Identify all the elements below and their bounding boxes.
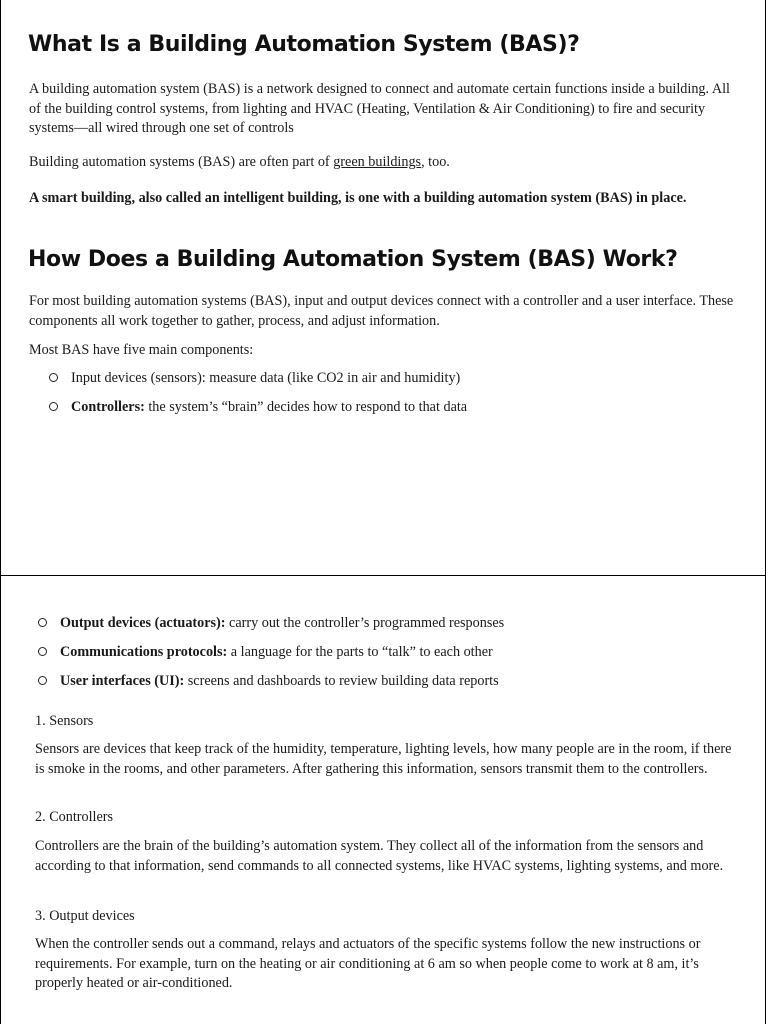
bullet-circle-icon	[49, 402, 58, 411]
list-item: Output devices (actuators): carry out the controller’s programmed responses	[60, 614, 504, 633]
heading-what-is-bas: What Is a Building Automation System (BAS)?	[28, 32, 580, 57]
green-buildings-paragraph: Building automation systems (BAS) are often part of green buildings, too.	[29, 154, 450, 170]
list-item: Input devices (sensors): measure data (like CO2 in air and humidity)	[71, 369, 460, 388]
section-body-sensors: Sensors are devices that keep track of the humidity, temperature, lighting levels, how many people are in the room, if there is smoke in the rooms, and other parameters. After gathering this information, sensors transmit them to the controllers.	[35, 741, 732, 777]
bullet-circle-icon	[38, 618, 47, 627]
section-body-controllers: Controllers are the brain of the building’s automation system. They collect all of the information from the sensors and according to that information, send commands to all connected systems, like HVAC systems, lighting systems, and more.	[35, 838, 724, 874]
smart-building-paragraph: A smart building, also called an intelligent building, is one with a building automation system (BAS) in place.	[29, 190, 687, 206]
document-page-2	[0, 575, 766, 1024]
list-item: Controllers: the system’s “brain” decides how to respond to that data	[71, 398, 467, 417]
section-title-sensors: 1. Sensors	[35, 713, 94, 729]
bullet-circle-icon	[38, 647, 47, 656]
list-item: User interfaces (UI): screens and dashboards to review building data reports	[60, 672, 499, 691]
heading-how-bas-works: How Does a Building Automation System (BAS) Work?	[28, 247, 678, 272]
bullet-circle-icon	[49, 373, 58, 382]
bullet-circle-icon	[38, 676, 47, 685]
section-title-controllers: 2. Controllers	[35, 809, 114, 825]
list-item: Communications protocols: a language for the parts to “talk” to each other	[60, 643, 493, 662]
section-title-output-devices: 3. Output devices	[35, 908, 135, 924]
intro-paragraph: A building automation system (BAS) is a network designed to connect and automate certain functions inside a building. All of the building control systems, from lighting and HVAC (Heating, Ventilation & Air Conditioning) to fire and security systems—all wired through one set of controls	[29, 81, 730, 136]
five-components-paragraph: Most BAS have five main components:	[29, 342, 254, 358]
section-body-output-devices: When the controller sends out a command, relays and actuators of the specific systems follow the new instructions or requirements. For example, turn on the heating or air conditioning at 6 am so when people come to work at 8 am, it’s properly heated or air-conditioned.	[35, 936, 701, 991]
how-it-works-paragraph: For most building automation systems (BAS), input and output devices connect with a controller and a user interface. These components all work together to gather, process, and adjust information.	[29, 293, 734, 329]
green-buildings-link[interactable]: green buildings	[333, 154, 422, 170]
